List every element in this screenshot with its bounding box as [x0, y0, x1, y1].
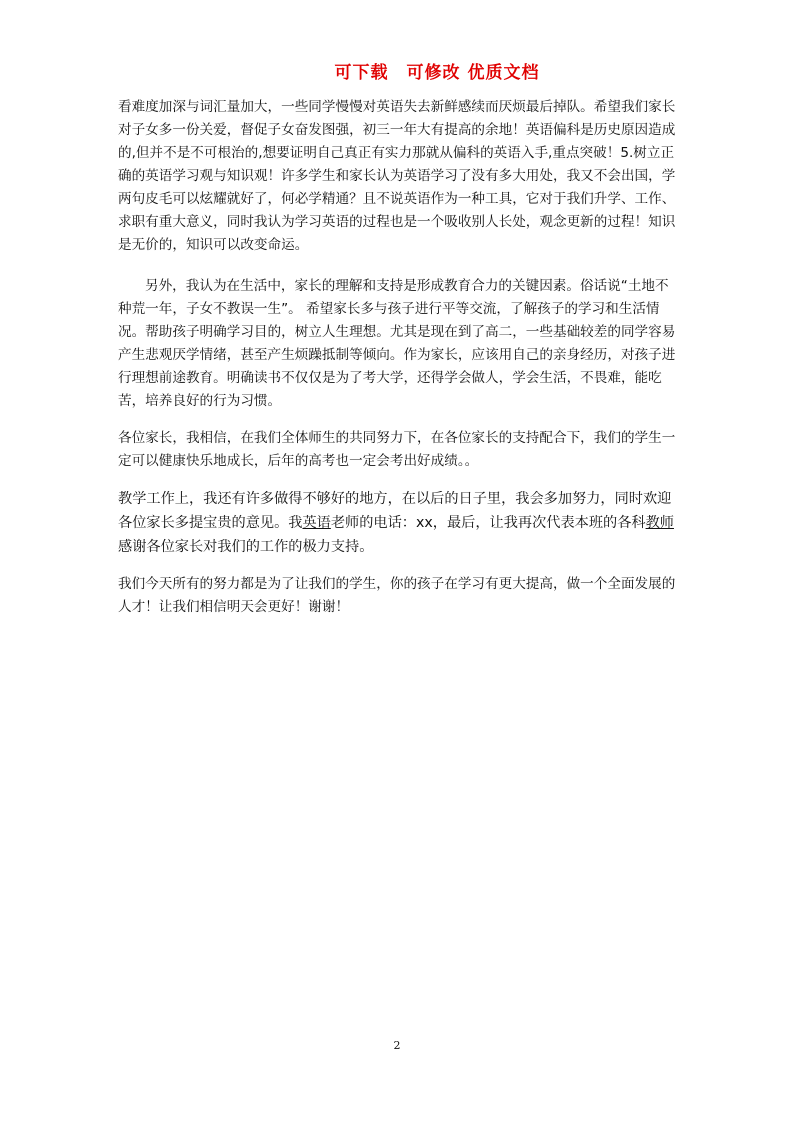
paragraph-parent-support: 另外，我认为在生活中，家长的理解和支持是形成教育合力的关键因素。俗话说“土地不种荒一年，子女不教误一生”。 希望家长多与孩子进行平等交流，了解孩子的学习和生活情况。帮助孩子明确学习目的，树立人生理想。尤其是现在到了高二，一些基础较差的同学容易产生悲观厌学情绪，甚至产生烦躁抵制等倾向。作为家长，应该用自己的亲身经历，对孩子进行理想前途教育。明确读书不仅仅是为了考大学，还得学会做人，学会生活，不畏难，能吃苦，培养良好的行为习惯。 — [118, 278, 676, 409]
paragraph-teaching-text-a: 教学工作上，我还有许多做得不够好的地方，在以后的日子里，我会多加努力，同时欢迎各位家长多提宝贵的意见。我 — [118, 491, 672, 531]
paragraph-teaching-text-c: 感谢各位家长对我们的工作的极力支持。 — [118, 539, 374, 555]
paragraph-confidence: 各位家长，我相信，在我们全体师生的共同努力下，在各位家长的支持配合下，我们的学生一定可以健康快乐地成长，后年的高考也一定会考出好成绩。。 — [118, 430, 676, 469]
document-body — [118, 96, 680, 619]
paragraph-teaching-text-b: 老师的电话：xx，最后，让我再次代表本班的各科 — [330, 515, 646, 531]
header-text-quality: 优质文档 — [467, 63, 540, 83]
paragraph-teaching-work — [118, 487, 680, 559]
link-teacher[interactable]: 教师 — [645, 515, 674, 531]
paragraph-closing: 我们今天所有的努力都是为了让我们的学生，你的孩子在学习有更大提高，做一个全面发展的人才！让我们相信明天会更好！谢谢！ — [118, 576, 676, 615]
header-text-editable: 可修改 — [406, 63, 461, 83]
link-english[interactable]: 英语 — [302, 515, 331, 531]
page-number: 2 — [393, 1039, 401, 1052]
paragraph-english-learning: 看难度加深与词汇量加大，一些同学慢慢对英语失去新鲜感续而厌烦最后掉队。希望我们家长对子女多一份关爱，督促子女奋发图强，初三一年大有提高的余地！英语偏科是历史原因造成的,但并不是不可根治的,想要证明自己真正有实力那就从偏科的英语入手,重点突破！5.树立正确的英语学习观与知识观！许多学生和家长认为英语学习了没有多大用处，我又不会出国，学两句皮毛可以炫耀就好了，何必学精通？且不说英语作为一种工具，它对于我们升学、工作、求职有重大意义，同时我认为学习英语的过程也是一个吸收别人长处，观念更新的过程！知识是无价的，知识可以改变命运。 — [118, 99, 676, 253]
header-text-download: 可下载 — [334, 63, 389, 83]
document-header — [0, 58, 794, 83]
